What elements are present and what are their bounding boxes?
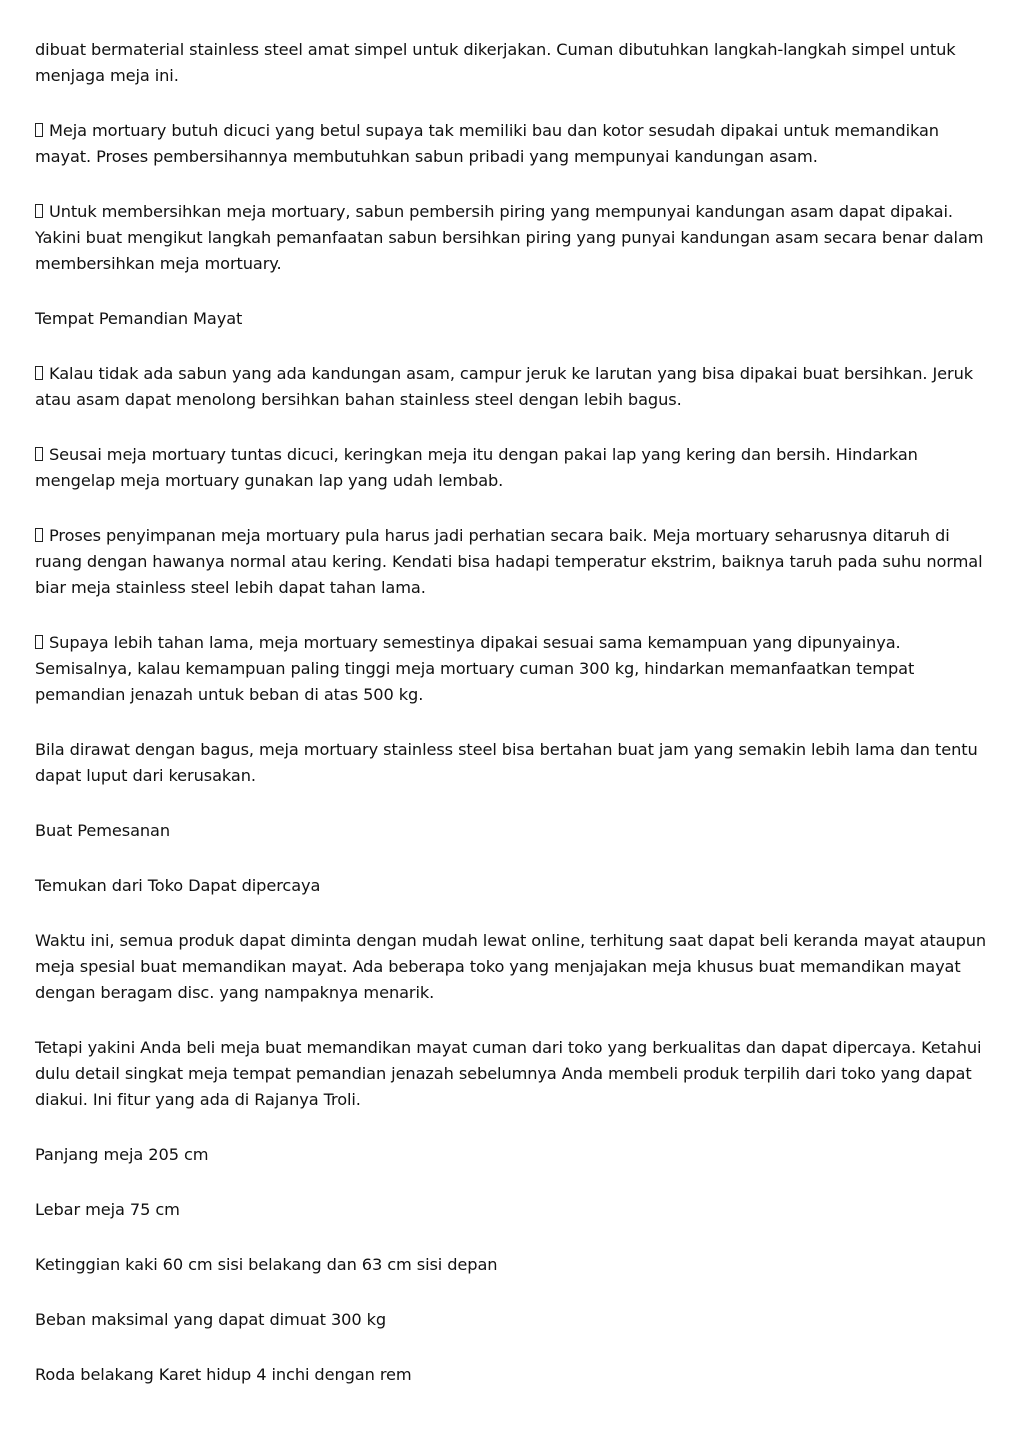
paragraph xyxy=(35,1142,995,1168)
paragraph-text: Buat Pemesanan xyxy=(35,821,171,840)
paragraph-text: Lebar meja 75 cm xyxy=(35,1200,180,1219)
paragraph-text: Bila dirawat dengan bagus, meja mortuary stainless steel bisa bertahan buat jam yang semakin lebih lama dan tentu dapat luput dari kerusakan. xyxy=(35,740,978,785)
document-page xyxy=(35,37,995,1417)
paragraph xyxy=(35,1307,995,1333)
bullet-paragraph xyxy=(35,361,995,413)
bullet-paragraph xyxy=(35,199,995,277)
paragraph-text: Untuk membersihkan meja mortuary, sabun pembersih piring yang mempunyai kandungan asam dapat dipakai. Yakini buat mengikut langkah pemanfaatan sabun bersihkan piring yang punyai kandungan asam secara benar dalam membersihkan meja mortuary. xyxy=(35,202,984,273)
paragraph-text: Seusai meja mortuary tuntas dicuci, keringkan meja itu dengan pakai lap yang kering dan bersih. Hindarkan mengelap meja mortuary gunakan lap yang udah lembab. xyxy=(35,445,918,490)
bullet-paragraph xyxy=(35,630,995,708)
paragraph-text: Panjang meja 205 cm xyxy=(35,1145,209,1164)
paragraph xyxy=(35,818,995,844)
paragraph xyxy=(35,306,995,332)
paragraph xyxy=(35,1197,995,1223)
paragraph xyxy=(35,737,995,789)
missing-glyph-icon xyxy=(35,366,43,380)
paragraph xyxy=(35,873,995,899)
bullet-paragraph xyxy=(35,118,995,170)
paragraph-text: Proses penyimpanan meja mortuary pula harus jadi perhatian secara baik. Meja mortuary seharusnya ditaruh di ruang dengan hawanya normal atau kering. Kendati bisa hadapi temperatur ekstrim, baiknya taruh pada suhu normal biar meja stainless steel lebih dapat tahan lama. xyxy=(35,526,983,597)
missing-glyph-icon xyxy=(35,123,43,137)
missing-glyph-icon xyxy=(35,447,43,461)
paragraph xyxy=(35,1362,995,1388)
paragraph xyxy=(35,1035,995,1113)
paragraph-text: dibuat bermaterial stainless steel amat simpel untuk dikerjakan. Cuman dibutuhkan langkah-langkah simpel untuk menjaga meja ini. xyxy=(35,40,956,85)
paragraph-text: Ketinggian kaki 60 cm sisi belakang dan 63 cm sisi depan xyxy=(35,1255,498,1274)
paragraph xyxy=(35,37,995,89)
paragraph xyxy=(35,928,995,1006)
paragraph-text: Meja mortuary butuh dicuci yang betul supaya tak memiliki bau dan kotor sesudah dipakai untuk memandikan mayat. Proses pembersihannya membutuhkan sabun pribadi yang mempunyai kandungan asam. xyxy=(35,121,939,166)
bullet-paragraph xyxy=(35,442,995,494)
missing-glyph-icon xyxy=(35,528,43,542)
paragraph-text: Roda belakang Karet hidup 4 inchi dengan rem xyxy=(35,1365,412,1384)
paragraph xyxy=(35,1252,995,1278)
paragraph-text: Waktu ini, semua produk dapat diminta dengan mudah lewat online, terhitung saat dapat beli keranda mayat ataupun meja spesial buat memandikan mayat. Ada beberapa toko yang menjajakan meja khusus buat memandikan mayat dengan beragam disc. yang nampaknya menarik. xyxy=(35,931,987,1002)
missing-glyph-icon xyxy=(35,635,43,649)
paragraph-text: Kalau tidak ada sabun yang ada kandungan asam, campur jeruk ke larutan yang bisa dipakai buat bersihkan. Jeruk atau asam dapat menolong bersihkan bahan stainless steel dengan lebih bagus. xyxy=(35,364,974,409)
paragraph-text: Beban maksimal yang dapat dimuat 300 kg xyxy=(35,1310,387,1329)
paragraph-text: Tetapi yakini Anda beli meja buat memandikan mayat cuman dari toko yang berkualitas dan dapat dipercaya. Ketahui dulu detail singkat meja tempat pemandian jenazah sebelumnya Anda membeli produk terpilih dari toko yang dapat diakui. Ini fitur yang ada di Rajanya Troli. xyxy=(35,1038,982,1109)
missing-glyph-icon xyxy=(35,204,43,218)
bullet-paragraph xyxy=(35,523,995,601)
paragraph-text: Temukan dari Toko Dapat dipercaya xyxy=(35,876,321,895)
paragraph-text: Supaya lebih tahan lama, meja mortuary semestinya dipakai sesuai sama kemampuan yang dipunyainya. Semisalnya, kalau kemampuan paling tinggi meja mortuary cuman 300 kg, hindarkan memanfaatkan tempat pemandian jenazah untuk beban di atas 500 kg. xyxy=(35,633,915,704)
paragraph-text: Tempat Pemandian Mayat xyxy=(35,309,243,328)
